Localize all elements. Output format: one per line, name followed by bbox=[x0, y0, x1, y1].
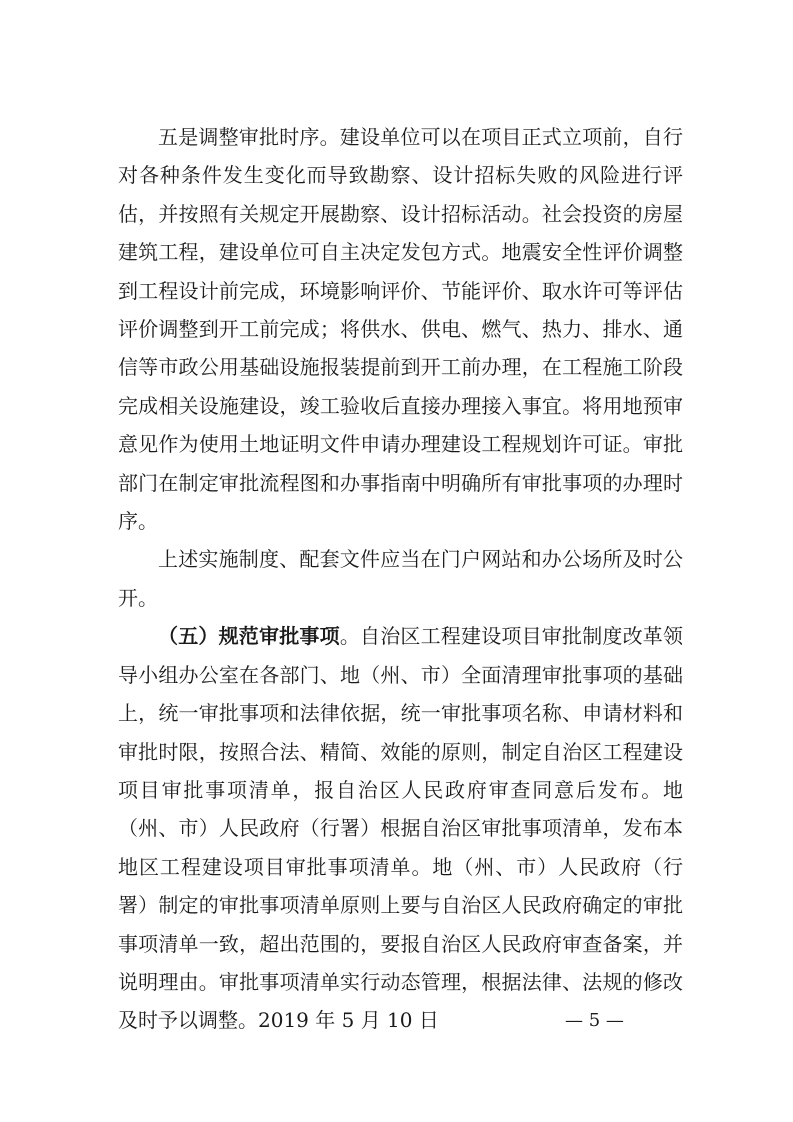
paragraph-text: 上述实施制度、配套文件应当在门户网站和办公场所及时公开。 bbox=[118, 547, 683, 610]
paragraph-text: 。自治区工程建设项目审批制度改革领导小组办公室在各部门、地（州、市）全面清理审批事项的基础上，统一审批事项和法律依据，统一审批事项名称、申请材料和审批时限，按照合法、精简、效能的原则，制定自治区工程建设项目审批事项清单，报自治区人民政府审查同意后发布。地（州、市）人民政府（行署）根据自治区审批事项清单，发布本地区工程建设项目审批事项清单。地（州、市）人民政府（行署）制定的审批事项清单原则上要与自治区人民政府确定的审批事项清单一致，超出范围的，要报自治区人民政府审查备案，并说明理由。审批事项清单实行动态管理，根据法律、法规的修改及时予以调整。2019 年 5 月 10 日 bbox=[118, 624, 684, 1033]
paragraph-disclosure bbox=[118, 540, 683, 617]
paragraph-standardize-items bbox=[118, 617, 683, 1039]
document-body bbox=[118, 118, 683, 1040]
section-heading: （五）规范审批事项 bbox=[158, 624, 340, 649]
page-number: — 5 — bbox=[565, 1010, 624, 1031]
paragraph-text: 五是调整审批时序。建设单位可以在项目正式立项前，自行对各种条件发生变化而导致勘察、设计招标失败的风险进行评估，并按照有关规定开展勘察、设计招标活动。社会投资的房屋建筑工程，建设单位可自主决定发包方式。地震安全性评价调整到工程设计前完成，环境影响评价、节能评价、取水许可等评估评价调整到开工前完成；将供水、供电、燃气、热力、排水、通信等市政公用基础设施报装提前到开工前办理，在工程施工阶段完成相关设施建设，竣工验收后直接办理接入事宜。将用地预审意见作为使用土地证明文件申请办理建设工程规划许可证。审批部门在制定审批流程图和办事指南中明确所有审批事项的办理时序。 bbox=[118, 125, 683, 534]
paragraph-approval-sequence bbox=[118, 118, 683, 540]
